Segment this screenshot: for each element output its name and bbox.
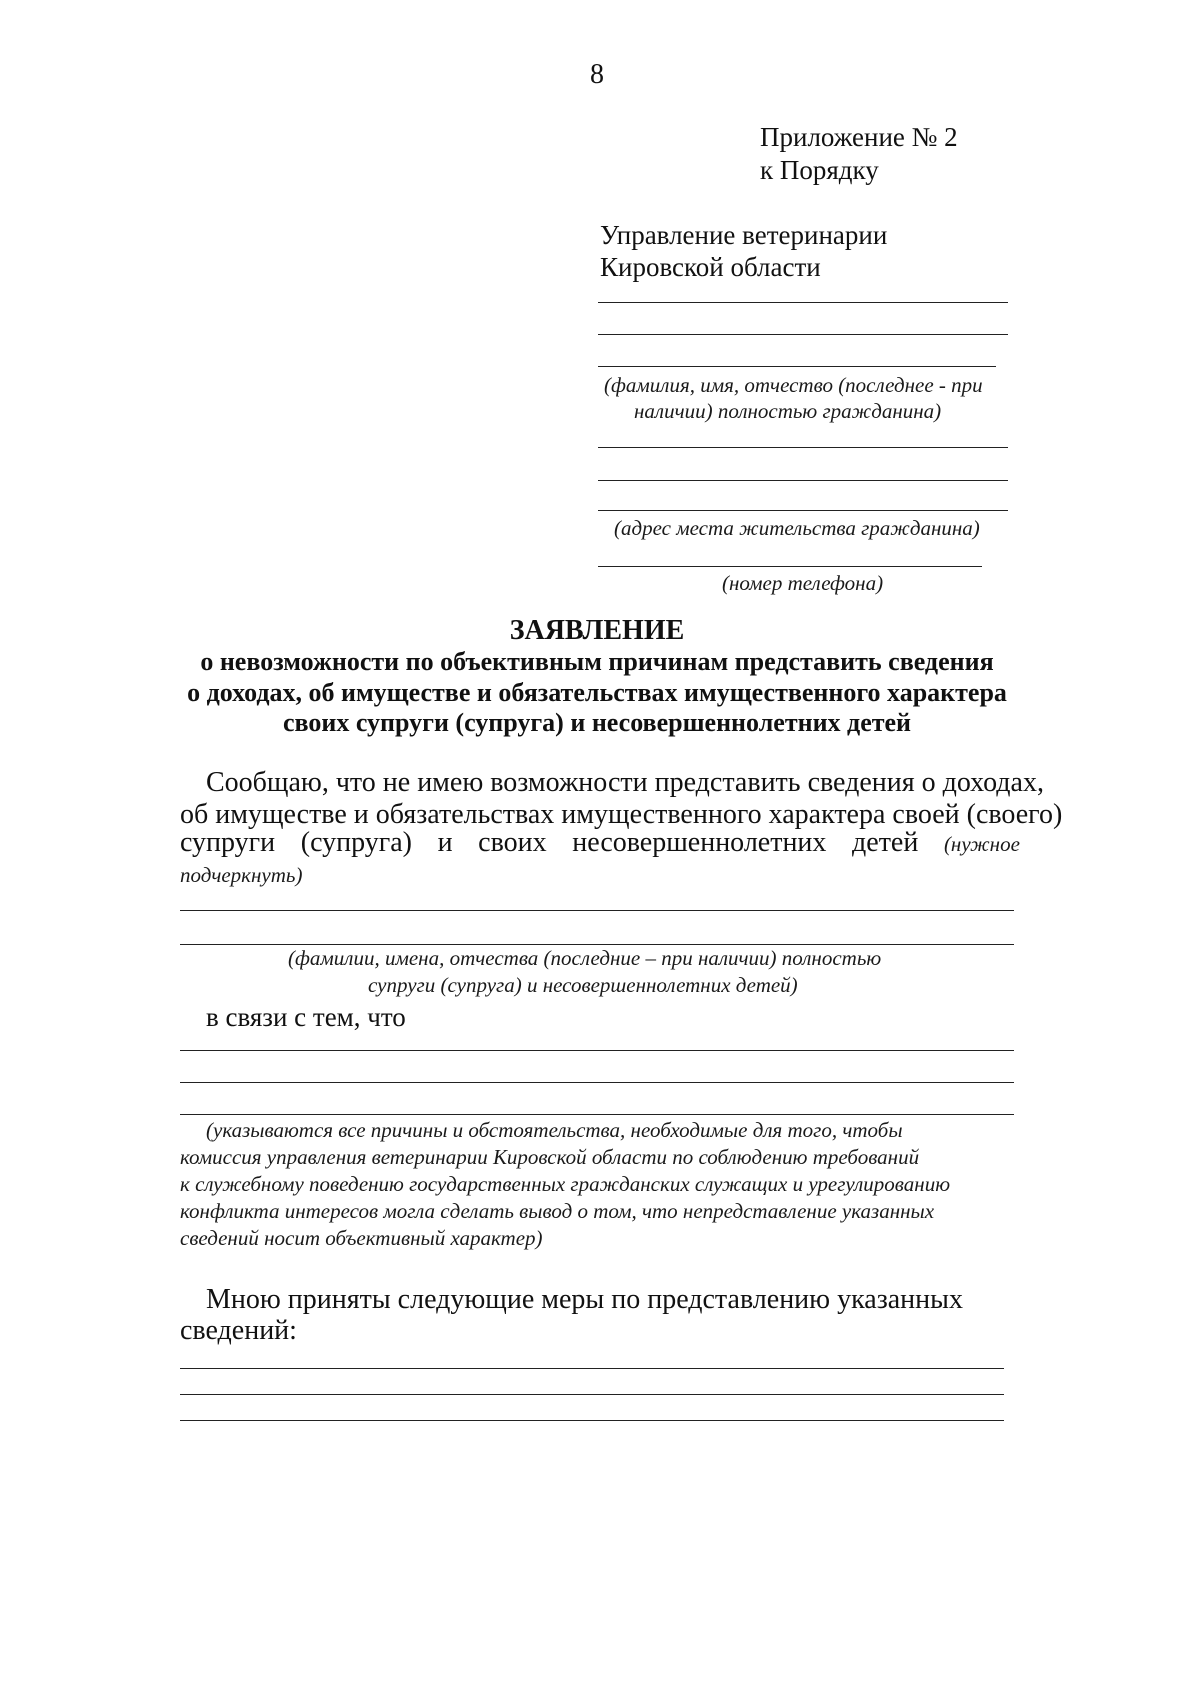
appendix-label: Приложение № 2 [760, 122, 958, 152]
name-blank-line-1[interactable] [598, 302, 1008, 303]
measures-blank-line-3[interactable] [180, 1420, 1004, 1421]
phone-blank-line[interactable] [598, 566, 982, 567]
reason-caption-line4: конфликта интересов могла сделать вывод о том, что непредставление указанных [180, 1199, 935, 1223]
underline-note-part1: (нужное [943, 832, 1020, 856]
reason-blank-line-2[interactable] [180, 1082, 1014, 1083]
reason-caption-line3: к служебному поведению государственных гражданских служащих и урегулированию [180, 1172, 950, 1196]
page-number: 8 [590, 59, 604, 90]
reason-lead: в связи с тем, что [206, 1002, 406, 1032]
addressee-region: Кировской области [600, 252, 821, 282]
names-blank-line-1[interactable] [180, 910, 1014, 911]
appendix-subject: к Порядку [760, 155, 879, 185]
reason-blank-line-3[interactable] [180, 1114, 1014, 1115]
names-caption-line2: супруги (супруга) и несовершеннолетних детей) [368, 973, 798, 997]
document-subtitle-line1: о невозможности по объективным причинам представить сведения [200, 647, 994, 676]
statement-line3 [180, 826, 1020, 860]
address-blank-line-1[interactable] [598, 447, 1008, 448]
document-title: ЗАЯВЛЕНИЕ [509, 615, 685, 646]
statement-line1: Сообщаю, что не имею возможности представить сведения о доходах, [206, 767, 1044, 798]
measures-blank-line-1[interactable] [180, 1368, 1004, 1369]
statement-word-minor: несовершеннолетних [572, 827, 827, 858]
document-subtitle-line3: своих супруги (супруга) и несовершеннолетних детей [282, 708, 912, 737]
measures-blank-line-2[interactable] [180, 1394, 1004, 1395]
reason-caption-line5: сведений носит объективный характер) [180, 1226, 543, 1250]
statement-word-and: и [437, 827, 453, 858]
reason-blank-line-1[interactable] [180, 1050, 1014, 1051]
statement-word-spouse-alt: (супруга) [300, 827, 412, 858]
addressee-org: Управление ветеринарии [600, 220, 888, 250]
address-blank-line-2[interactable] [598, 480, 1008, 481]
name-caption-line1: (фамилия, имя, отчество (последнее - при [604, 373, 983, 397]
statement-word-own: своих [478, 827, 547, 858]
statement-line2: об имуществе и обязательствах имущественного характера своей (своего) [180, 799, 1063, 830]
address-blank-line-3[interactable] [598, 510, 1008, 511]
statement-word-children: детей [852, 827, 919, 858]
reason-caption-line1: (указываются все причины и обстоятельства, необходимые для того, чтобы [206, 1118, 903, 1142]
reason-caption-line2: комиссия управления ветеринарии Кировской области по соблюдению требований [180, 1145, 920, 1169]
measures-line1: Мною приняты следующие меры по представлению указанных [206, 1284, 963, 1315]
underline-note-part2: подчеркнуть) [180, 863, 303, 887]
phone-caption: (номер телефона) [722, 571, 884, 595]
measures-line2: сведений: [180, 1315, 297, 1346]
address-caption: (адрес места жительства гражданина) [614, 516, 980, 540]
name-caption-line2: наличии) полностью гражданина) [634, 399, 942, 423]
name-blank-line-2[interactable] [598, 334, 1008, 335]
name-blank-line-3[interactable] [598, 366, 996, 367]
names-caption-line1: (фамилии, имена, отчества (последние – при наличии) полностью [288, 946, 882, 970]
document-subtitle-line2: о доходах, об имуществе и обязательствах имущественного характера [187, 678, 1007, 707]
statement-word-spouse: супруги [180, 827, 276, 858]
